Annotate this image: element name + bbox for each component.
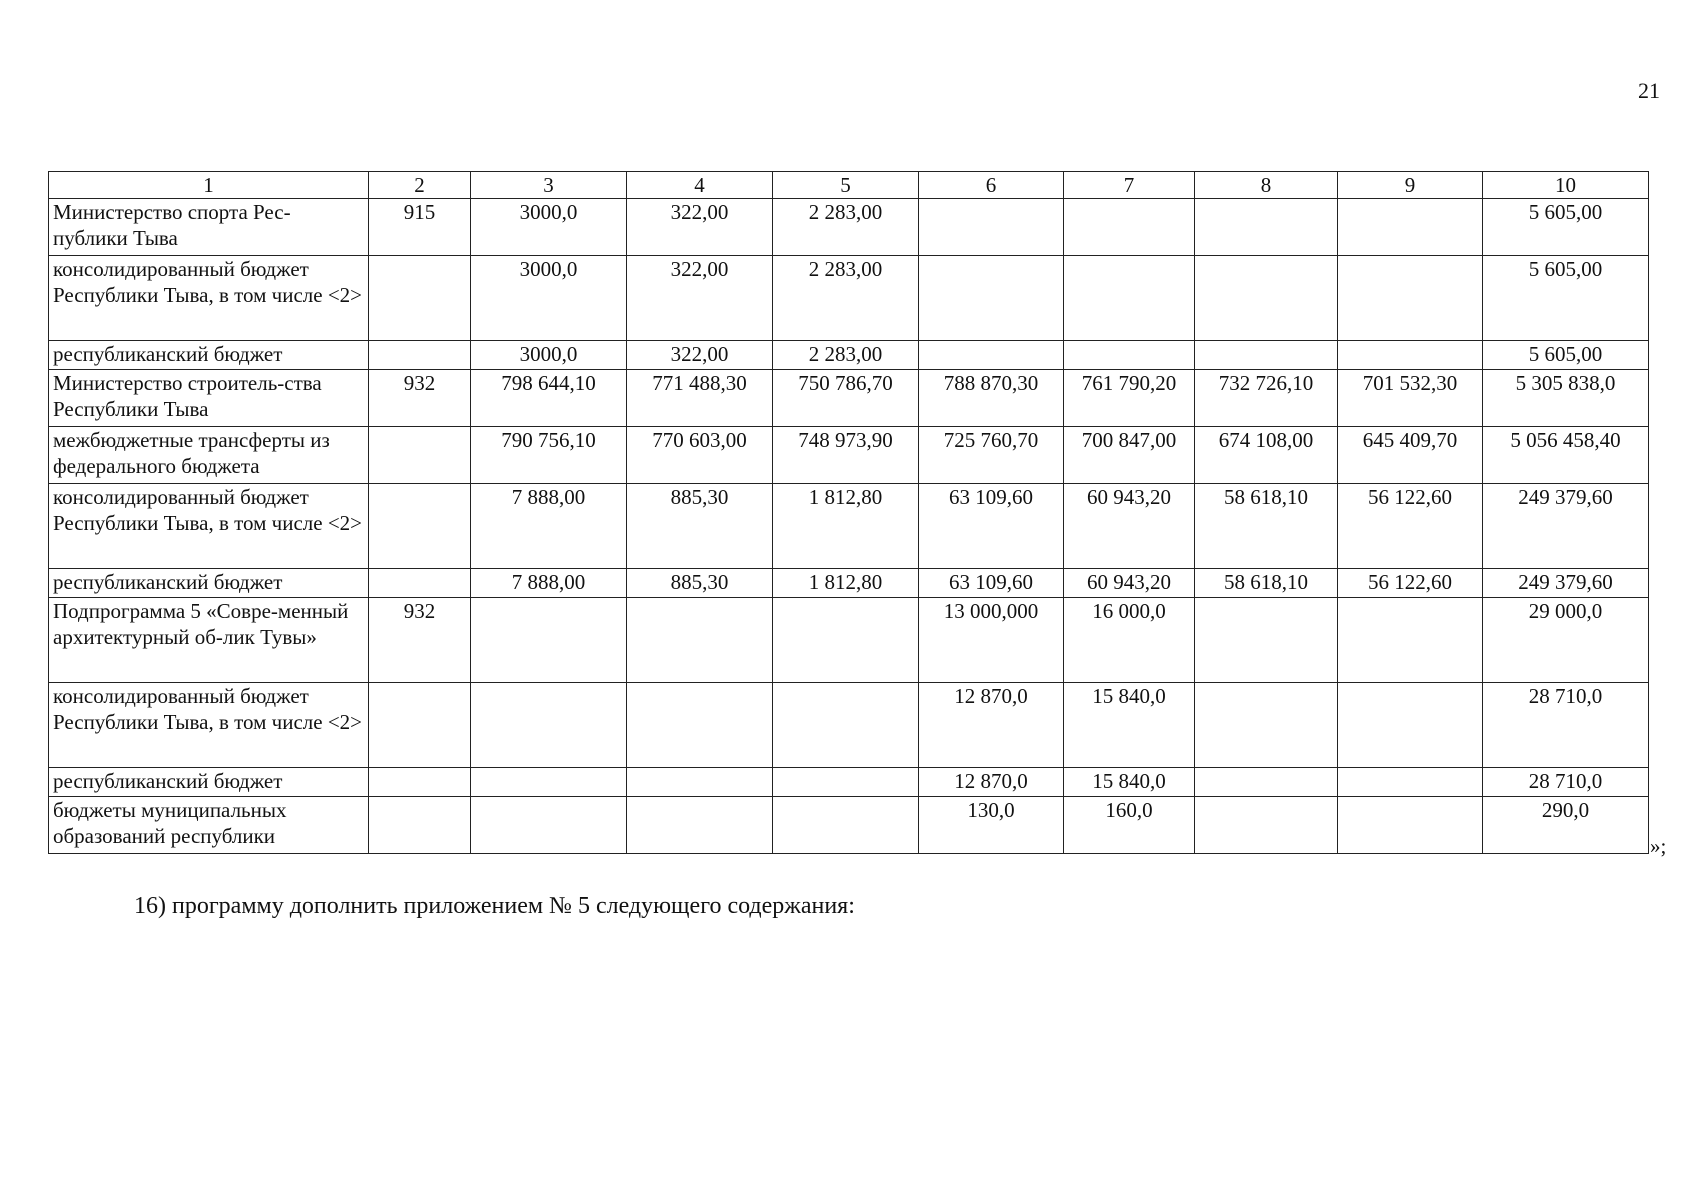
table-cell — [1064, 199, 1195, 256]
table-cell — [627, 768, 773, 797]
row-label: республиканский бюджет — [49, 569, 369, 598]
table-cell: 160,0 — [1064, 797, 1195, 854]
table-row — [49, 683, 1649, 768]
table-row — [49, 199, 1649, 256]
table-cell: 13 000,000 — [919, 598, 1064, 683]
header-cell: 2 — [369, 172, 471, 199]
table-row — [49, 256, 1649, 341]
table-cell: 29 000,0 — [1483, 598, 1649, 683]
table-cell: 58 618,10 — [1195, 569, 1338, 598]
table-cell: 322,00 — [627, 199, 773, 256]
table-cell — [369, 256, 471, 341]
page-number: 21 — [1638, 78, 1660, 103]
table-cell — [471, 768, 627, 797]
header-cell: 1 — [49, 172, 369, 199]
table-row — [49, 484, 1649, 569]
table-cell: 290,0 — [1483, 797, 1649, 854]
row-label: межбюджетные трансферты из федерального бюджета — [49, 427, 369, 484]
table-cell: 5 056 458,40 — [1483, 427, 1649, 484]
table-cell: 885,30 — [627, 484, 773, 569]
table-cell — [1338, 341, 1483, 370]
table-cell — [773, 683, 919, 768]
header-cell: 3 — [471, 172, 627, 199]
table-cell: 16 000,0 — [1064, 598, 1195, 683]
table-cell: 58 618,10 — [1195, 484, 1338, 569]
table-cell: 701 532,30 — [1338, 370, 1483, 427]
table-cell: 63 109,60 — [919, 569, 1064, 598]
table-cell: 56 122,60 — [1338, 484, 1483, 569]
table-cell: 3000,0 — [471, 341, 627, 370]
table-cell: 7 888,00 — [471, 569, 627, 598]
table-cell: 674 108,00 — [1195, 427, 1338, 484]
row-label: республиканский бюджет — [49, 341, 369, 370]
table-cell: 771 488,30 — [627, 370, 773, 427]
table-cell — [1338, 199, 1483, 256]
table-cell — [471, 598, 627, 683]
table-cell: 2 283,00 — [773, 256, 919, 341]
header-cell: 4 — [627, 172, 773, 199]
table-cell: 645 409,70 — [1338, 427, 1483, 484]
table-cell: 130,0 — [919, 797, 1064, 854]
table-row — [49, 598, 1649, 683]
table-cell — [1338, 797, 1483, 854]
table-cell: 5 305 838,0 — [1483, 370, 1649, 427]
table-cell — [1195, 683, 1338, 768]
table-cell: 249 379,60 — [1483, 484, 1649, 569]
header-row — [49, 172, 1649, 199]
table-cell: 12 870,0 — [919, 683, 1064, 768]
table-cell — [369, 768, 471, 797]
table-cell: 322,00 — [627, 341, 773, 370]
body-paragraph: 16) программу дополнить приложением № 5 следующего содержания: — [134, 893, 855, 919]
table-cell — [1338, 598, 1483, 683]
table-cell — [1195, 256, 1338, 341]
table-row — [49, 569, 1649, 598]
table-cell — [1064, 256, 1195, 341]
table-cell — [1195, 598, 1338, 683]
header-cell: 8 — [1195, 172, 1338, 199]
table-cell: 15 840,0 — [1064, 768, 1195, 797]
table-row — [49, 370, 1649, 427]
table-cell — [471, 683, 627, 768]
table-cell: 915 — [369, 199, 471, 256]
table-cell: 761 790,20 — [1064, 370, 1195, 427]
table-cell — [1338, 683, 1483, 768]
table-cell: 932 — [369, 370, 471, 427]
table-cell: 3000,0 — [471, 199, 627, 256]
table-cell — [1338, 256, 1483, 341]
table-cell — [471, 797, 627, 854]
table-cell: 5 605,00 — [1483, 341, 1649, 370]
table-cell: 770 603,00 — [627, 427, 773, 484]
table-cell: 700 847,00 — [1064, 427, 1195, 484]
header-cell: 9 — [1338, 172, 1483, 199]
table-cell: 885,30 — [627, 569, 773, 598]
row-label: консолидированный бюджет Республики Тыва, в том числе <2> — [49, 683, 369, 768]
table-cell — [627, 797, 773, 854]
table-cell — [1195, 797, 1338, 854]
row-label: Министерство строитель-ства Республики Тыва — [49, 370, 369, 427]
row-label: консолидированный бюджет Республики Тыва, в том числе <2> — [49, 256, 369, 341]
header-cell: 10 — [1483, 172, 1649, 199]
budget-table — [48, 171, 1649, 854]
table-cell: 748 973,90 — [773, 427, 919, 484]
header-cell: 6 — [919, 172, 1064, 199]
row-label: консолидированный бюджет Республики Тыва, в том числе <2> — [49, 484, 369, 569]
table-cell — [1195, 341, 1338, 370]
table-cell — [369, 683, 471, 768]
table-cell: 7 888,00 — [471, 484, 627, 569]
table-cell: 56 122,60 — [1338, 569, 1483, 598]
table-cell — [919, 199, 1064, 256]
table-cell: 322,00 — [627, 256, 773, 341]
table-cell: 249 379,60 — [1483, 569, 1649, 598]
table-cell — [919, 341, 1064, 370]
header-cell: 7 — [1064, 172, 1195, 199]
table-cell: 1 812,80 — [773, 484, 919, 569]
table-cell: 798 644,10 — [471, 370, 627, 427]
table-cell — [369, 484, 471, 569]
table-cell: 932 — [369, 598, 471, 683]
table-cell: 60 943,20 — [1064, 484, 1195, 569]
row-label: республиканский бюджет — [49, 768, 369, 797]
table-cell: 750 786,70 — [773, 370, 919, 427]
table-cell — [369, 569, 471, 598]
table-cell: 5 605,00 — [1483, 199, 1649, 256]
row-label: бюджеты муниципальных образований республики — [49, 797, 369, 854]
table-cell: 732 726,10 — [1195, 370, 1338, 427]
table-cell — [773, 768, 919, 797]
table-row — [49, 768, 1649, 797]
header-cell: 5 — [773, 172, 919, 199]
table-cell: 1 812,80 — [773, 569, 919, 598]
table-cell: 63 109,60 — [919, 484, 1064, 569]
table-cell: 790 756,10 — [471, 427, 627, 484]
table-row — [49, 427, 1649, 484]
table-cell: 28 710,0 — [1483, 683, 1649, 768]
table-row — [49, 341, 1649, 370]
table-cell: 725 760,70 — [919, 427, 1064, 484]
table-cell — [627, 598, 773, 683]
table-cell — [919, 256, 1064, 341]
table-cell — [1338, 768, 1483, 797]
table-row — [49, 797, 1649, 854]
table-cell: 788 870,30 — [919, 370, 1064, 427]
table-cell: 28 710,0 — [1483, 768, 1649, 797]
table-cell: 12 870,0 — [919, 768, 1064, 797]
table-cell — [1064, 341, 1195, 370]
table-cell: 15 840,0 — [1064, 683, 1195, 768]
table-cell — [627, 683, 773, 768]
row-label: Министерство спорта Рес-публики Тыва — [49, 199, 369, 256]
table-cell — [369, 341, 471, 370]
table-cell — [1195, 768, 1338, 797]
table-cell: 3000,0 — [471, 256, 627, 341]
closing-quote: »; — [1650, 834, 1667, 858]
row-label: Подпрограмма 5 «Совре-менный архитектурный об-лик Тувы» — [49, 598, 369, 683]
table-cell — [369, 797, 471, 854]
table-cell: 60 943,20 — [1064, 569, 1195, 598]
table-cell — [773, 598, 919, 683]
table-cell — [1195, 199, 1338, 256]
table-cell — [773, 797, 919, 854]
table-cell: 5 605,00 — [1483, 256, 1649, 341]
table-cell: 2 283,00 — [773, 341, 919, 370]
table-cell: 2 283,00 — [773, 199, 919, 256]
table-cell — [369, 427, 471, 484]
